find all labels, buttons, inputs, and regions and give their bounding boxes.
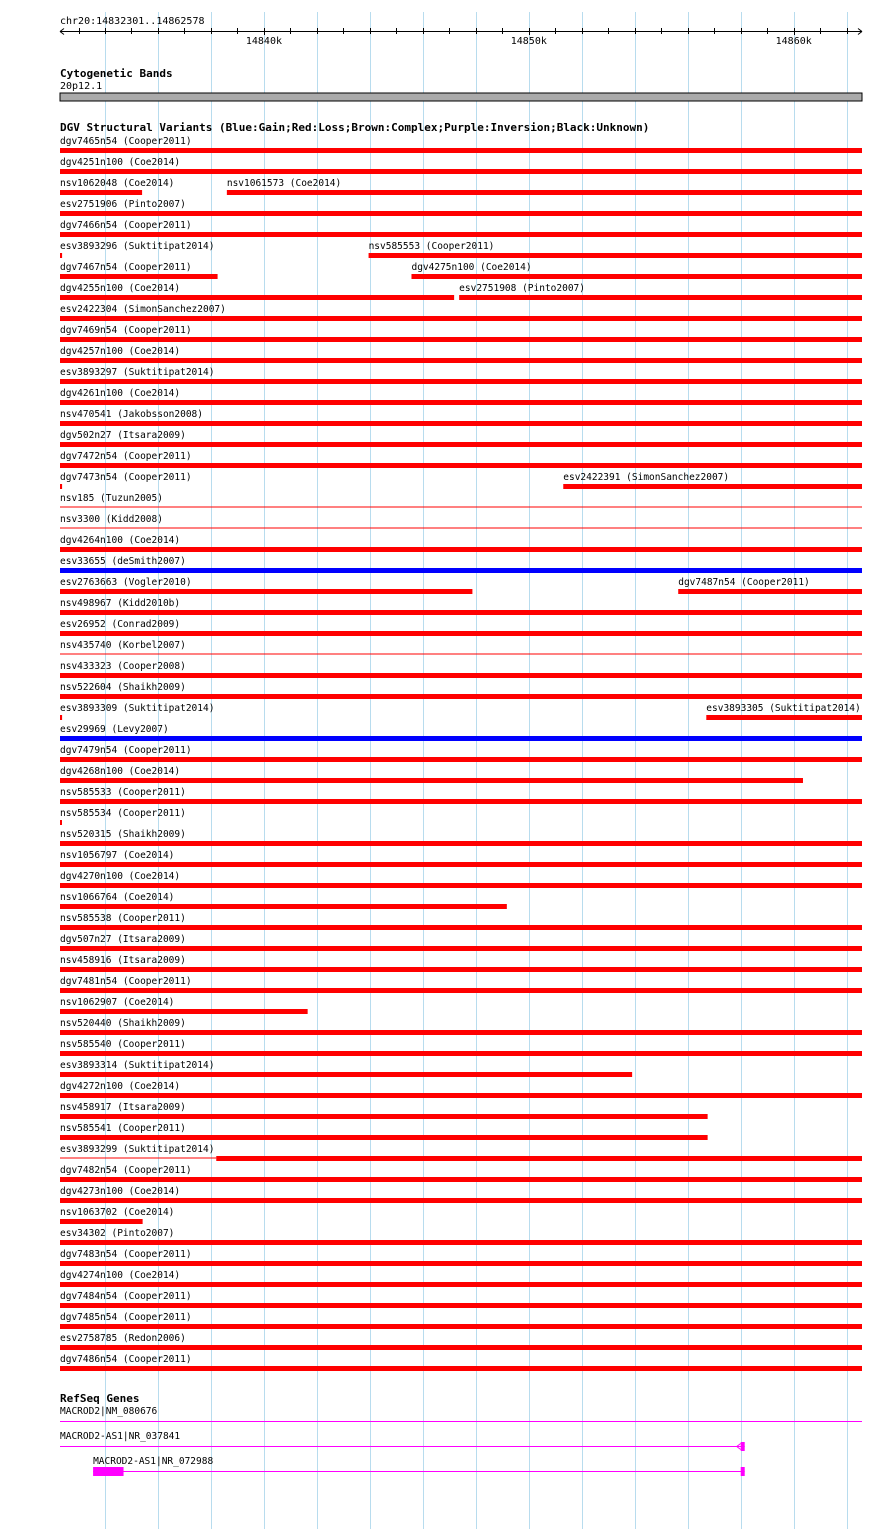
variant-bar	[60, 631, 862, 636]
ruler	[60, 16, 862, 47]
variant-bar	[60, 1072, 632, 1077]
variant-label: dgv7481n54 (Cooper2011)	[60, 976, 192, 987]
variant-bar	[60, 190, 142, 195]
variant-bar	[60, 1303, 862, 1308]
ruler-tick-label: 14860k	[775, 36, 812, 47]
variant-label: esv3893305 (Suktitipat2014)	[706, 703, 861, 714]
gene-label: MACROD2-AS1|NR_037841	[60, 1431, 181, 1442]
variant-label: nsv585538 (Cooper2011)	[60, 913, 186, 924]
variant-bar	[60, 1030, 862, 1035]
dgv-track	[60, 121, 862, 1371]
refseq-track-title: RefSeq Genes	[60, 1392, 140, 1405]
variant-label: dgv7465n54 (Cooper2011)	[60, 136, 192, 147]
variant-label: nsv433323 (Cooper2008)	[60, 661, 186, 672]
variant-label: nsv1056797 (Coe2014)	[60, 850, 175, 861]
variant-bar	[706, 715, 862, 720]
variant-bar	[60, 169, 862, 174]
variant-label: dgv7472n54 (Cooper2011)	[60, 451, 192, 462]
variant-bar	[60, 694, 862, 699]
variant-bar	[60, 736, 862, 741]
variant-bar	[60, 484, 62, 489]
variant-bar	[60, 1158, 216, 1159]
exon-block	[741, 1467, 745, 1476]
variant-bar	[60, 421, 862, 426]
variant-label: nsv585533 (Cooper2011)	[60, 787, 186, 798]
variant-label: esv3893314 (Suktitipat2014)	[60, 1060, 215, 1071]
variant-bar	[60, 1051, 862, 1056]
variant-label: dgv4257n100 (Coe2014)	[60, 346, 181, 357]
variant-label: esv3893309 (Suktitipat2014)	[60, 703, 215, 714]
variant-bar	[60, 757, 862, 762]
variant-label: nsv1061573 (Coe2014)	[226, 178, 342, 189]
variant-bar	[60, 715, 62, 720]
variant-label: dgv7485n54 (Cooper2011)	[60, 1312, 192, 1323]
cytoband-track	[60, 67, 862, 101]
variant-label: nsv585553 (Cooper2011)	[368, 241, 495, 252]
cytoband-track-title: Cytogenetic Bands	[60, 67, 173, 80]
variant-bar	[60, 862, 862, 867]
variant-bar	[60, 358, 862, 363]
variant-bar	[60, 442, 862, 447]
variant-bar	[60, 1261, 862, 1266]
ruler-tick-label: 14840k	[245, 36, 282, 47]
variant-bar	[60, 799, 862, 804]
variant-label: nsv458917 (Itsara2009)	[60, 1102, 186, 1113]
variant-bar	[60, 1219, 143, 1224]
variant-bar	[216, 1156, 862, 1161]
variant-label: nsv522604 (Shaikh2009)	[60, 682, 186, 693]
variant-label: dgv4261n100 (Coe2014)	[60, 388, 181, 399]
variant-label: esv2751908 (Pinto2007)	[459, 283, 586, 294]
variant-label: dgv4264n100 (Coe2014)	[60, 535, 181, 546]
variant-label: nsv185 (Tuzun2005)	[60, 493, 163, 504]
variant-bar	[60, 232, 862, 237]
variant-bar	[60, 274, 218, 279]
variant-bar	[60, 1282, 862, 1287]
gene-label: MACROD2-AS1|NR_072988	[93, 1456, 214, 1467]
variant-bar	[60, 1198, 862, 1203]
variant-label: nsv520440 (Shaikh2009)	[60, 1018, 186, 1029]
variant-label: dgv507n27 (Itsara2009)	[60, 934, 186, 945]
variant-bar	[60, 883, 862, 888]
region-label: chr20:14832301..14862578	[60, 16, 205, 27]
ruler-tick-label: 14850k	[510, 36, 547, 47]
variant-label: nsv1066764 (Coe2014)	[60, 892, 175, 903]
variant-label: nsv498967 (Kidd2010b)	[60, 598, 181, 609]
variant-bar	[60, 904, 507, 909]
variant-bar	[60, 528, 862, 529]
variant-label: dgv4251n100 (Coe2014)	[60, 157, 181, 168]
variant-bar	[60, 841, 862, 846]
exon-block	[93, 1467, 123, 1476]
variant-bar	[60, 1093, 862, 1098]
variant-label: esv3893296 (Suktitipat2014)	[60, 241, 215, 252]
variant-label: dgv4272n100 (Coe2014)	[60, 1081, 181, 1092]
variant-bar	[60, 1135, 708, 1140]
variant-bar	[60, 778, 803, 783]
variant-bar	[60, 967, 862, 972]
variant-label: dgv502n27 (Itsara2009)	[60, 430, 186, 441]
variant-bar	[60, 463, 862, 468]
variant-label: nsv585534 (Cooper2011)	[60, 808, 186, 819]
variant-bar	[60, 1366, 862, 1371]
variant-bar	[60, 337, 862, 342]
cytoband-label: 20p12.1	[60, 81, 103, 92]
variant-bar	[369, 253, 862, 258]
variant-label: esv33655 (deSmith2007)	[60, 556, 186, 567]
variant-label: dgv7484n54 (Cooper2011)	[60, 1291, 192, 1302]
variant-bar	[60, 295, 454, 300]
exon-block	[741, 1442, 745, 1451]
variant-bar	[60, 589, 472, 594]
variant-label: esv26952 (Conrad2009)	[60, 619, 181, 630]
variant-bar	[60, 925, 862, 930]
variant-bar	[60, 400, 862, 405]
variant-label: esv3893299 (Suktitipat2014)	[60, 1144, 215, 1155]
dgv-track-title: DGV Structural Variants (Blue:Gain;Red:Loss;Brown:Complex;Purple:Inversion;Black:Unknown)	[60, 121, 650, 134]
variant-label: dgv4270n100 (Coe2014)	[60, 871, 181, 882]
variant-label: esv2751906 (Pinto2007)	[60, 199, 186, 210]
variant-bar	[60, 1009, 308, 1014]
variant-label: nsv3300 (Kidd2008)	[60, 514, 163, 525]
variant-bar	[60, 673, 862, 678]
variant-bar	[60, 253, 62, 258]
variant-label: nsv435740 (Korbel2007)	[60, 640, 186, 651]
variant-bar	[60, 316, 862, 321]
variant-label: nsv1062907 (Coe2014)	[60, 997, 175, 1008]
variant-bar	[60, 148, 862, 153]
variant-label: dgv7483n54 (Cooper2011)	[60, 1249, 192, 1260]
variant-bar	[60, 654, 862, 655]
variant-label: dgv7473n54 (Cooper2011)	[60, 472, 192, 483]
variant-label: dgv7482n54 (Cooper2011)	[60, 1165, 192, 1176]
variant-label: nsv458916 (Itsara2009)	[60, 955, 186, 966]
variant-label: dgv7487n54 (Cooper2011)	[678, 577, 810, 588]
variant-bar	[60, 507, 862, 508]
variant-label: esv3893297 (Suktitipat2014)	[60, 367, 215, 378]
variant-label: dgv4274n100 (Coe2014)	[60, 1270, 181, 1281]
variant-bar	[60, 547, 862, 552]
variant-bar	[411, 274, 862, 279]
variant-label: dgv4268n100 (Coe2014)	[60, 766, 181, 777]
variant-bar	[60, 379, 862, 384]
variant-bar	[60, 1240, 862, 1245]
variant-bar	[60, 211, 862, 216]
variant-label: nsv1063702 (Coe2014)	[60, 1207, 175, 1218]
variant-bar	[678, 589, 862, 594]
variant-label: nsv585541 (Cooper2011)	[60, 1123, 186, 1134]
variant-label: dgv7469n54 (Cooper2011)	[60, 325, 192, 336]
variant-bar	[60, 1177, 862, 1182]
variant-label: esv2758785 (Redon2006)	[60, 1333, 186, 1344]
variant-label: dgv7486n54 (Cooper2011)	[60, 1354, 192, 1365]
variant-bar	[227, 190, 862, 195]
variant-label: esv2763663 (Vogler2010)	[60, 577, 192, 588]
variant-bar	[60, 820, 62, 825]
variant-label: nsv470541 (Jakobsson2008)	[60, 409, 203, 420]
gene-label: MACROD2|NM_080676	[60, 1406, 158, 1417]
variant-bar	[563, 484, 862, 489]
variant-bar	[459, 295, 862, 300]
variant-bar	[60, 568, 862, 573]
variant-label: esv29969 (Levy2007)	[60, 724, 169, 735]
variant-bar	[60, 1345, 862, 1350]
variant-label: dgv7467n54 (Cooper2011)	[60, 262, 192, 273]
refseq-track	[60, 1392, 862, 1476]
variant-bar	[60, 1114, 708, 1119]
variant-label: dgv7466n54 (Cooper2011)	[60, 220, 192, 231]
variant-label: dgv4255n100 (Coe2014)	[60, 283, 181, 294]
variant-label: nsv585540 (Cooper2011)	[60, 1039, 186, 1050]
cytoband-bar	[60, 93, 862, 101]
variant-bar	[60, 610, 862, 615]
variant-label: esv2422304 (SimonSanchez2007)	[60, 304, 226, 315]
variant-bar	[60, 988, 862, 993]
variant-label: dgv4275n100 (Coe2014)	[411, 262, 532, 273]
variant-label: nsv520315 (Shaikh2009)	[60, 829, 186, 840]
variant-label: nsv1062048 (Coe2014)	[60, 178, 175, 189]
variant-bar	[60, 1324, 862, 1329]
variant-label: esv34302 (Pinto2007)	[60, 1228, 175, 1239]
variant-bar	[60, 946, 862, 951]
variant-label: dgv4273n100 (Coe2014)	[60, 1186, 181, 1197]
variant-label: dgv7479n54 (Cooper2011)	[60, 745, 192, 756]
variant-label: esv2422391 (SimonSanchez2007)	[563, 472, 730, 483]
